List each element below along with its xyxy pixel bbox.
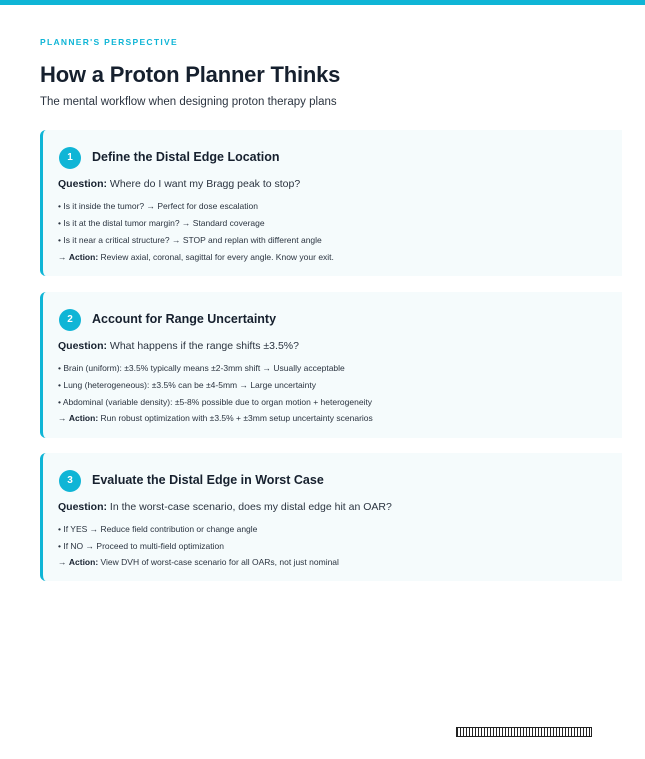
- action-arrow: →: [58, 413, 69, 423]
- step-bullet-list: [58, 201, 322, 252]
- action-label: Action:: [68, 557, 99, 567]
- list-item: • Brain (uniform): ±3.5% typically means ±2-3mm shift → Usually acceptable: [58, 363, 345, 373]
- page-subtitle: The mental workflow when designing proton therapy plans: [40, 96, 337, 108]
- action-label: Action:: [68, 252, 99, 262]
- action-arrow: →: [58, 557, 69, 567]
- list-item: • Lung (heterogeneous): ±3.5% can be ±4-5mm → Large uncertainty: [58, 380, 317, 390]
- list-item: • Is it inside the tumor? → Perfect for dose escalation: [58, 201, 258, 211]
- action-text: Run robust optimization with ±3.5% + ±3mm setup uncertainty scenarios: [98, 413, 373, 423]
- list-item: • If NO → Proceed to multi-field optimization: [58, 541, 224, 551]
- barcode-watermark: [456, 727, 592, 737]
- step-bullet-list: [58, 524, 257, 558]
- question-text: Where do I want my Bragg peak to stop?: [107, 178, 301, 190]
- step-card-2: [40, 292, 622, 438]
- eyebrow-label: PLANNER'S PERSPECTIVE: [40, 37, 178, 47]
- step-card-3: [40, 453, 622, 581]
- action-arrow: →: [58, 252, 69, 262]
- step-action: [58, 252, 334, 262]
- page-title: How a Proton Planner Thinks: [40, 62, 341, 87]
- step-number-badge: 1: [59, 147, 81, 169]
- question-label: Question:: [58, 178, 107, 190]
- step-action: [58, 413, 373, 423]
- step-bullet-list: [58, 363, 372, 414]
- step-title: Evaluate the Distal Edge in Worst Case: [92, 473, 324, 487]
- list-item: • Is it near a critical structure? → STOP and replan with different angle: [58, 235, 322, 245]
- action-text: View DVH of worst-case scenario for all OARs, not just nominal: [98, 557, 339, 567]
- step-card-1: [40, 130, 622, 276]
- step-question: [58, 340, 299, 352]
- list-item: • If YES → Reduce field contribution or change angle: [58, 524, 258, 534]
- step-action: [58, 557, 339, 567]
- step-title: Account for Range Uncertainty: [92, 312, 277, 326]
- step-question: [58, 178, 300, 190]
- step-title: Define the Distal Edge Location: [92, 150, 280, 164]
- question-text: In the worst-case scenario, does my distal edge hit an OAR?: [107, 501, 392, 513]
- step-question: [58, 501, 392, 513]
- question-label: Question:: [58, 340, 107, 352]
- step-number-badge: 3: [59, 470, 81, 492]
- list-item: • Is it at the distal tumor margin? → Standard coverage: [58, 218, 265, 228]
- step-number-badge: 2: [59, 309, 81, 331]
- action-label: Action:: [68, 413, 99, 423]
- top-accent-bar: [0, 0, 645, 5]
- question-label: Question:: [58, 501, 107, 513]
- list-item: • Abdominal (variable density): ±5-8% possible due to organ motion + heterogeneity: [58, 397, 373, 407]
- question-text: What happens if the range shifts ±3.5%?: [107, 340, 299, 352]
- action-text: Review axial, coronal, sagittal for every angle. Know your exit.: [98, 252, 334, 262]
